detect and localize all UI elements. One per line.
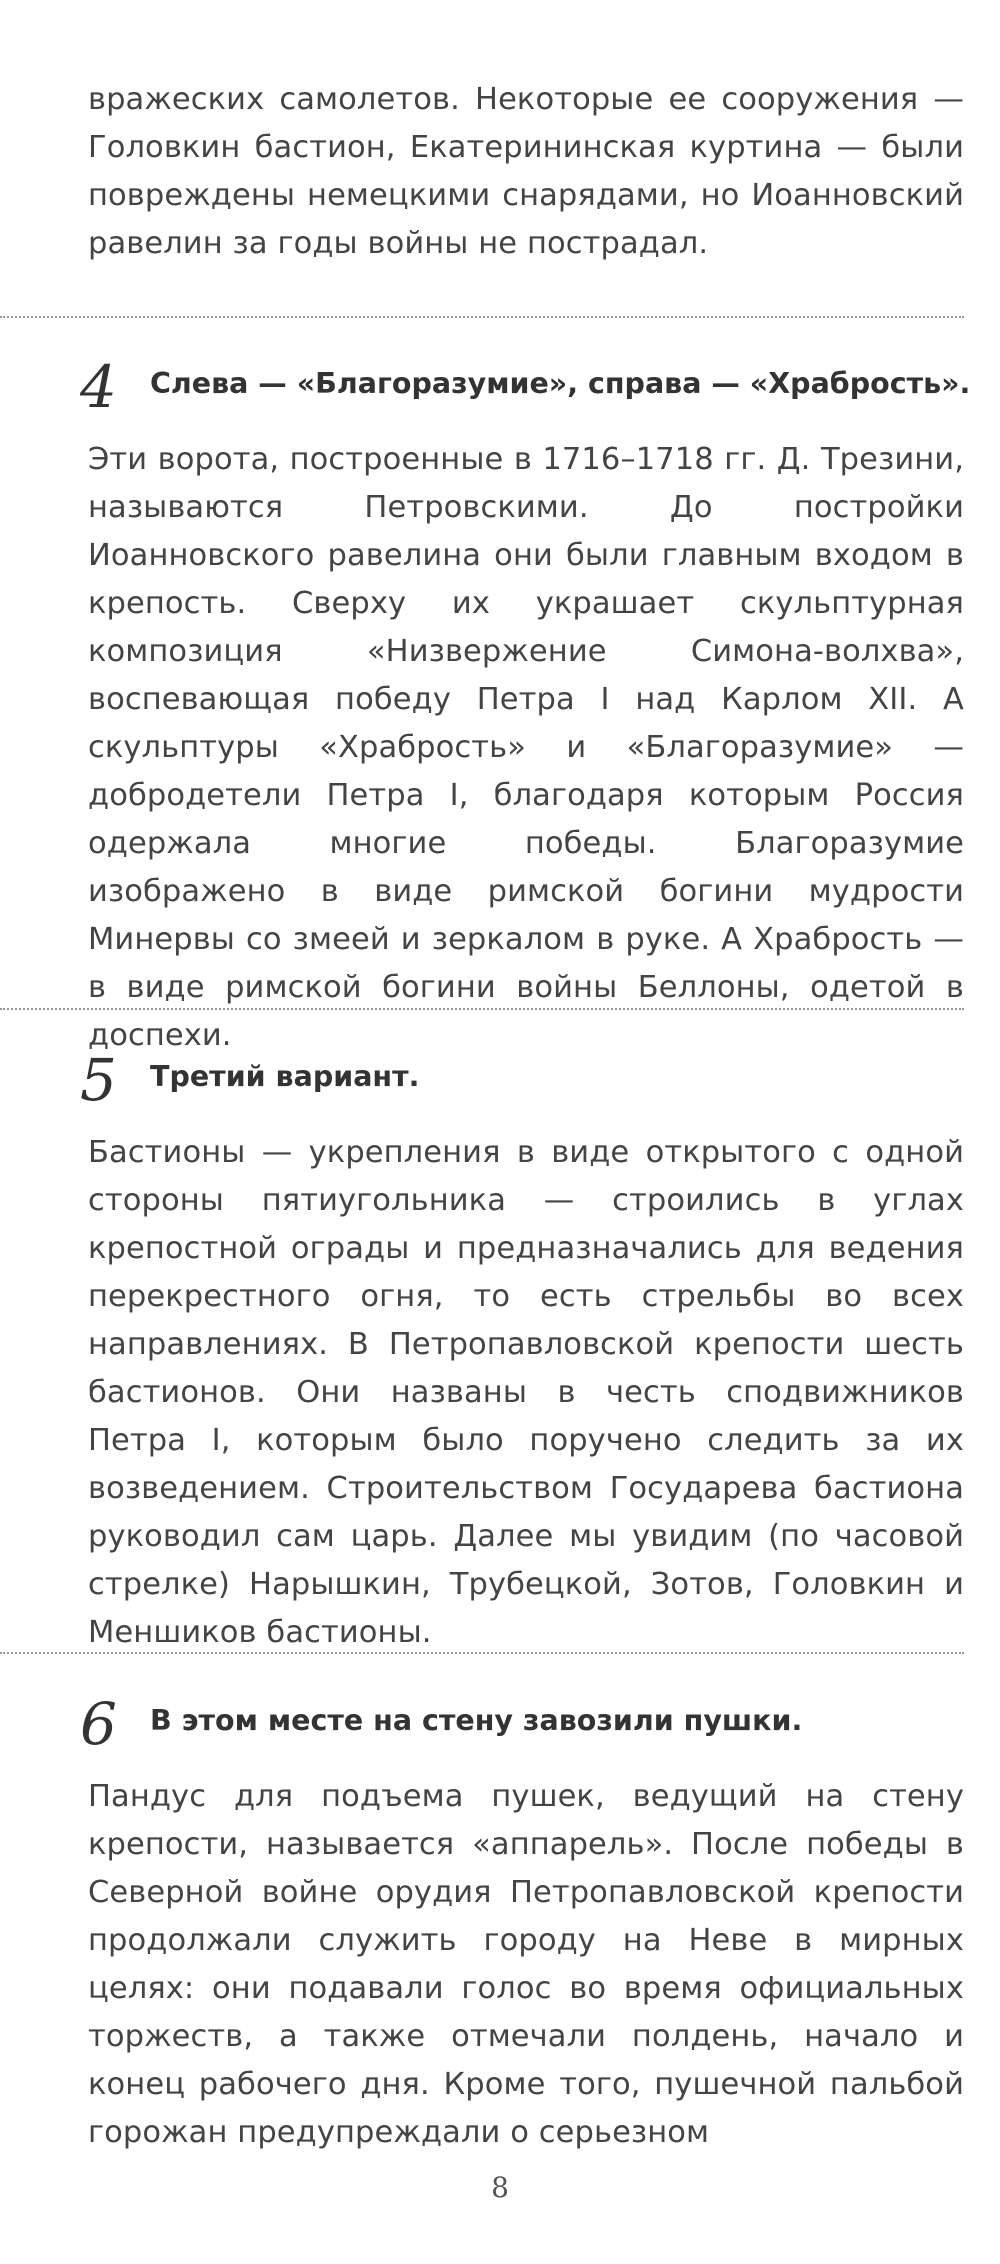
answer-number: 5 [80,1046,117,1114]
answer-paragraph-6: Пандус для подъема пушек, ведущий на стену крепости, называется «аппарель». После победы в Северной войне орудия Петропавловской крепости продолжали служить городу на Неве в мирных целях: они подавали голос во время официальных торжеств, а также отмечали полдень, начало и конец рабочего дня. Кроме того, пушечной пальбой горожан предупреждали о серьезном [88,1779,964,2150]
answer-number: 6 [80,1690,117,1758]
section-divider [0,1652,964,1654]
answer-heading-4 [80,352,970,422]
answer-heading-5 [80,1045,970,1115]
page-number: 8 [491,2171,509,2204]
answer-paragraph-4: Эти ворота, построенные в 1716–1718 гг. Д. Трезини, называются Петровскими. До постройки Иоанновского равелина они были главным входом в крепость. Сверху их украшает скульптурная композиция «Низвержение Симона-волхва», воспевающая победу Петра I над Карлом XII. А скульптуры «Храбрость» и «Благоразумие» — добродетели Петра I, благодаря которым Россия одержала многие победы. Благоразумие изображено в виде римской богини мудрости Минервы со змеей и зеркалом в руке. А Храбрость — в виде римской богини войны Беллоны, одетой в доспехи. [88,442,964,1053]
intro-paragraph: вражеских самолетов. Некоторые ее сооружения — Головкин бастион, Екатерининская куртина — были повреждены немецкими снарядами, но Иоанновский равелин за годы войны не пострадал. [88,82,964,261]
answer-heading-6 [80,1689,970,1759]
answer-title: Третий вариант. [150,1060,420,1093]
answer-title: Слева — «Благоразумие», справа — «Храбрость». [150,367,971,400]
answer-paragraph-5: Бастионы — укрепления в виде открытого с одной стороны пятиугольника — строились в углах крепостной ограды и предназначались для ведения перекрестного огня, то есть стрельбы во всех направлениях. В Петропавловской крепости шесть бастионов. Они названы в честь сподвижников Петра I, которым было поручено следить за их возведением. Строительством Государева бастиона руководил сам царь. Далее мы увидим (по часовой стрелке) Нарышкин, Трубецкой, Зотов, Головкин и Меншиков бастионы. [88,1135,964,1650]
section-divider [0,316,964,318]
answer-title: В этом месте на стену завозили пушки. [150,1704,803,1737]
answer-number: 4 [80,353,117,421]
section-divider [0,1008,964,1010]
